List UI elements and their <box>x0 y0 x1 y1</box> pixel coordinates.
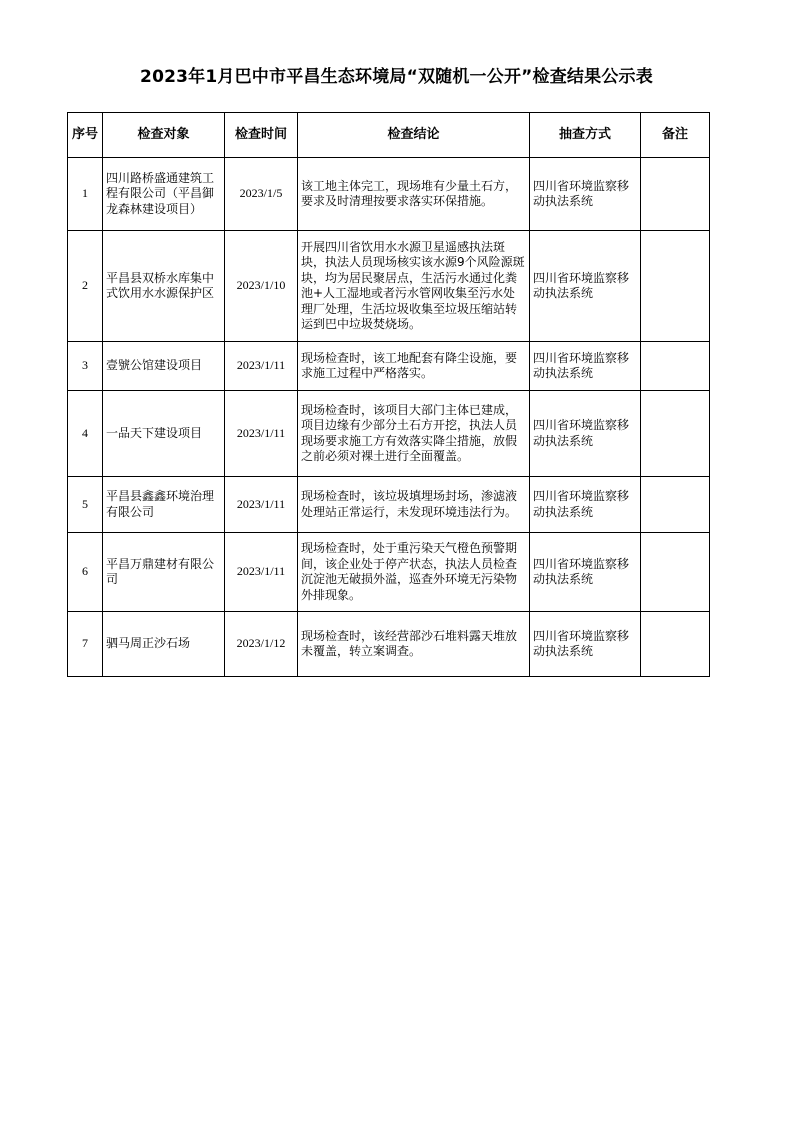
cell-note <box>641 342 710 391</box>
cell-result: 现场检查时，该项目大部门主体已建成，项目边缘有少部分土石方开挖，执法人员现场要求施工方有效落实降尘措施，放假之前必须对裸土进行全面覆盖。 <box>298 391 530 477</box>
header-method: 抽查方式 <box>530 113 641 158</box>
cell-note <box>641 158 710 231</box>
cell-date: 2023/1/5 <box>225 158 298 231</box>
cell-target: 一品天下建设项目 <box>103 391 225 477</box>
cell-result: 现场检查时，处于重污染天气橙色预警期间，该企业处于停产状态，执法人员检查沉淀池无破损外溢，巡查外环境无污染物外排现象。 <box>298 533 530 612</box>
cell-target: 平昌万鼎建材有限公司 <box>103 533 225 612</box>
cell-no: 1 <box>68 158 103 231</box>
inspection-results-table <box>67 112 710 677</box>
cell-target: 驷马周正沙石场 <box>103 612 225 677</box>
cell-method: 四川省环境监察移动执法系统 <box>530 391 641 477</box>
cell-method: 四川省环境监察移动执法系统 <box>530 231 641 342</box>
cell-result: 现场检查时，该经营部沙石堆料露天堆放未覆盖，转立案调查。 <box>298 612 530 677</box>
cell-no: 5 <box>68 477 103 533</box>
table-row <box>68 612 710 677</box>
cell-date: 2023/1/11 <box>225 342 298 391</box>
cell-result: 开展四川省饮用水水源卫星遥感执法斑块，执法人员现场核实该水源9个风险源斑块，均为居民聚居点，生活污水通过化粪池+人工湿地或者污水管网收集至污水处理厂处理，生活垃圾收集至垃圾压缩站转运到巴中垃圾焚烧场。 <box>298 231 530 342</box>
table-row <box>68 533 710 612</box>
header-note: 备注 <box>641 113 710 158</box>
cell-no: 7 <box>68 612 103 677</box>
table-row <box>68 391 710 477</box>
cell-note <box>641 391 710 477</box>
cell-date: 2023/1/11 <box>225 533 298 612</box>
cell-method: 四川省环境监察移动执法系统 <box>530 158 641 231</box>
table-row <box>68 231 710 342</box>
table-row <box>68 342 710 391</box>
page-title: 2023年1月巴中市平昌生态环境局“双随机一公开”检查结果公示表 <box>140 67 653 87</box>
cell-no: 2 <box>68 231 103 342</box>
table-header-row <box>68 113 710 158</box>
cell-date: 2023/1/10 <box>225 231 298 342</box>
header-date: 检查时间 <box>225 113 298 158</box>
header-result: 检查结论 <box>298 113 530 158</box>
table-row <box>68 158 710 231</box>
cell-no: 3 <box>68 342 103 391</box>
cell-date: 2023/1/12 <box>225 612 298 677</box>
cell-target: 平昌县双桥水库集中式饮用水水源保护区 <box>103 231 225 342</box>
cell-note <box>641 533 710 612</box>
cell-date: 2023/1/11 <box>225 391 298 477</box>
cell-target: 四川路桥盛通建筑工程有限公司（平昌御龙森林建设项目） <box>103 158 225 231</box>
header-target: 检查对象 <box>103 113 225 158</box>
cell-method: 四川省环境监察移动执法系统 <box>530 342 641 391</box>
cell-target: 壹號公馆建设项目 <box>103 342 225 391</box>
table-row <box>68 477 710 533</box>
cell-method: 四川省环境监察移动执法系统 <box>530 612 641 677</box>
cell-note <box>641 231 710 342</box>
cell-method: 四川省环境监察移动执法系统 <box>530 533 641 612</box>
cell-result: 现场检查时，该工地配套有降尘设施，要求施工过程中严格落实。 <box>298 342 530 391</box>
cell-target: 平昌县鑫鑫环境治理有限公司 <box>103 477 225 533</box>
cell-no: 6 <box>68 533 103 612</box>
cell-no: 4 <box>68 391 103 477</box>
cell-result: 该工地主体完工，现场堆有少量土石方，要求及时清理按要求落实环保措施。 <box>298 158 530 231</box>
cell-method: 四川省环境监察移动执法系统 <box>530 477 641 533</box>
cell-date: 2023/1/11 <box>225 477 298 533</box>
cell-note <box>641 477 710 533</box>
cell-note <box>641 612 710 677</box>
header-no: 序号 <box>68 113 103 158</box>
cell-result: 现场检查时，该垃圾填埋场封场，渗滤液处理站正常运行，未发现环境违法行为。 <box>298 477 530 533</box>
